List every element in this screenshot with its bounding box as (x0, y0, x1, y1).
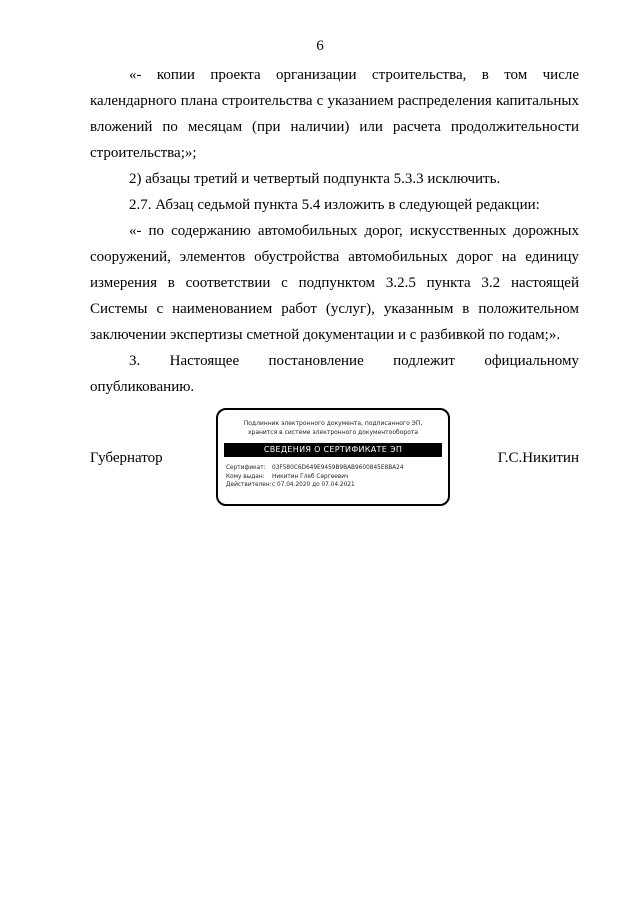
stamp-header-line-2: хранится в системе электронного документооборота (247, 429, 419, 436)
stamp-title-bar: СВЕДЕНИЯ О СЕРТИФИКАТЕ ЭП (224, 443, 442, 457)
stamp-details (226, 464, 448, 490)
validity-row (226, 481, 448, 490)
electronic-signature-stamp (216, 408, 450, 506)
issued-to-value: Никитин Глеб Сергеевич (272, 473, 349, 480)
certificate-value: 03F580C6D649E9459B9BAB9600845E8BA24 (272, 465, 404, 471)
certificate-label: Сертификат: (226, 465, 266, 471)
paragraph-5: 3. Настоящее постановление подлежит официальному опубликованию. (90, 353, 579, 395)
paragraph-3: 2.7. Абзац седьмой пункта 5.4 изложить в следующей редакции: (129, 197, 540, 213)
stamp-header (218, 419, 448, 437)
signer-name: Г.С.Никитин (497, 450, 579, 466)
signature-block (90, 408, 579, 514)
issued-to-row (226, 473, 448, 482)
page-number: 6 (316, 38, 324, 54)
issued-to-label: Кому выдан: (226, 473, 265, 480)
validity-value: с 07.04.2020 до 07.04.2021 (272, 482, 355, 488)
paragraph-1: «- копии проекта организации строительства, в том числе календарного плана строительства с указанием распределения капитальных вложений по месяцам (при наличии) или расчета продолжительности строительства;»; (90, 67, 579, 161)
validity-label: Действителен: (226, 482, 272, 488)
stamp-header-line-1: Подлинник электронного документа, подписанного ЭП, (243, 420, 423, 427)
paragraph-4: «- по содержанию автомобильных дорог, искусственных дорожных сооружений, элементов обустройства автомобильных дорог на единицу измерения в соответствии с подпунктом 3.2.5 пункта 3.2 настоящей Системы с наименованием работ (услуг), указанным в положительном заключении экспертизы сметной документации и с разбивкой по годам;». (90, 223, 579, 343)
certificate-row (226, 464, 448, 473)
signer-position: Губернатор (90, 450, 163, 466)
document-body (90, 62, 579, 400)
paragraph-2: 2) абзацы третий и четвертый подпункта 5.3.3 исключить. (129, 171, 501, 187)
